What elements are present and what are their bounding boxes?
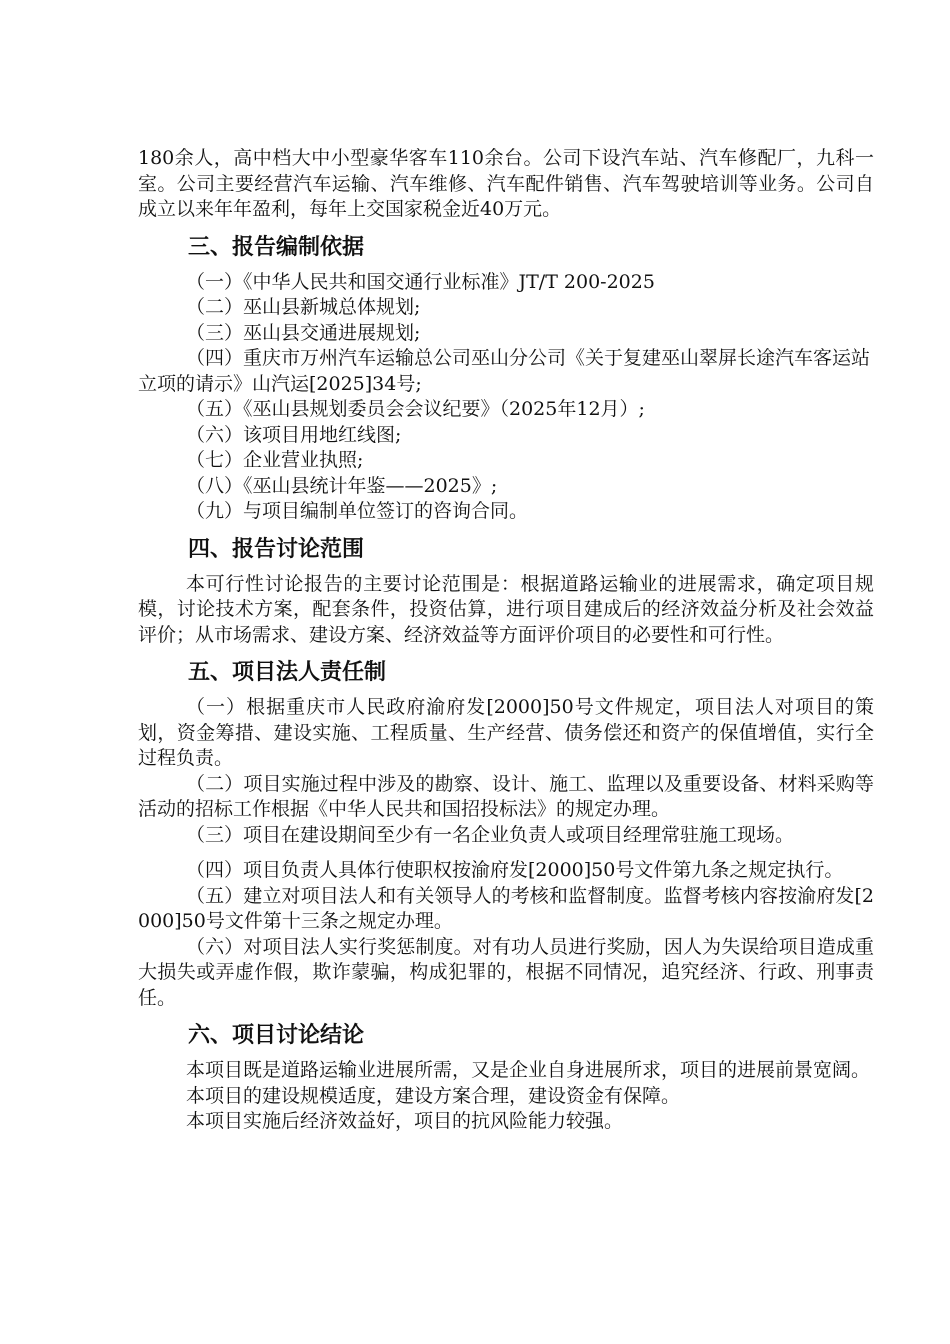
- basis-item: （三）巫山县交通进展规划;: [186, 321, 421, 344]
- basis-list: [138, 270, 874, 525]
- responsibility-paragraph: （二）项目实施过程中涉及的勘察、设计、施工、监理以及重要设备、材料采购等活动的招标工作根据《中华人民共和国招投标法》的规定办理。: [138, 772, 874, 820]
- conclusion-paragraph: 本项目的建设规模适度，建设方案合理，建设资金有保障。: [186, 1084, 681, 1107]
- responsibility-paragraph: （五）建立对项目法人和有关领导人的考核和监督制度。监督考核内容按渝府发[2000]50号文件第十三条之规定办理。: [138, 884, 874, 932]
- basis-item: （六）该项目用地红线图;: [186, 423, 402, 446]
- document-page: [138, 146, 874, 1135]
- basis-item: （二）巫山县新城总体规划;: [186, 296, 421, 318]
- responsibility-paragraph: （三）项目在建设期间至少有一名企业负责人或项目经理常驻施工现场。: [186, 823, 795, 846]
- responsibility-paragraph: （四）项目负责人具体行使职权按渝府发[2000]50号文件第九条之规定执行。: [186, 859, 844, 881]
- responsibility-paragraph: （六）对项目法人实行奖惩制度。对有功人员进行奖励，因人为失误给项目造成重大损失或弄虚作假，欺诈蒙骗，构成犯罪的，根据不同情况，追究经济、行政、刑事责任。: [138, 935, 874, 1009]
- basis-item: （八）《巫山县统计年鉴——2025》;: [186, 474, 498, 497]
- section-heading-scope: 四、报告讨论范围: [188, 536, 365, 562]
- scope-paragraph: 本可行性讨论报告的主要讨论范围是：根据道路运输业的进展需求，确定项目规模，讨论技术方案，配套条件，投资估算，进行项目建成后的经济效益分析及社会效益评价；从市场需求、建设方案、经济效益等方面评价项目的必要性和可行性。: [138, 572, 874, 646]
- basis-item: （九）与项目编制单位签订的咨询合同。: [186, 500, 529, 522]
- section-heading-basis: 三、报告编制依据: [188, 234, 365, 260]
- basis-item: （五）《巫山县规划委员会会议纪要》（2025年12月）;: [186, 398, 645, 420]
- basis-item: （七）企业营业执照;: [186, 449, 364, 471]
- section-heading-responsibility: 五、项目法人责任制: [188, 660, 387, 685]
- basis-item: （四）重庆市万州汽车运输总公司巫山分公司《关于复建巫山翠屏长途汽车客运站立项的请示》山汽运[2025]34号;: [138, 347, 871, 395]
- section-heading-conclusion: 六、项目讨论结论: [188, 1023, 365, 1048]
- responsibility-paragraph: （一）根据重庆市人民政府渝府发[2000]50号文件规定，项目法人对项目的策划，资金筹措、建设实施、工程质量、生产经营、债务偿还和资产的保值增值，实行全过程负责。: [138, 696, 874, 769]
- intro-paragraph: 180余人，高中档大中小型豪华客车110余台。公司下设汽车站、汽车修配厂，九科一室。公司主要经营汽车运输、汽车维修、汽车配件销售、汽车驾驶培训等业务。公司自成立以来年年盈利，每年上交国家税金近40万元。: [138, 147, 874, 220]
- basis-item: （一）《中华人民共和国交通行业标准》JT/T 200-2025: [186, 270, 655, 293]
- conclusion-paragraph: 本项目既是道路运输业进展所需，又是企业自身进展所求，项目的进展前景宽阔。: [186, 1059, 871, 1081]
- conclusion-paragraph: 本项目实施后经济效益好，项目的抗风险能力较强。: [186, 1110, 624, 1132]
